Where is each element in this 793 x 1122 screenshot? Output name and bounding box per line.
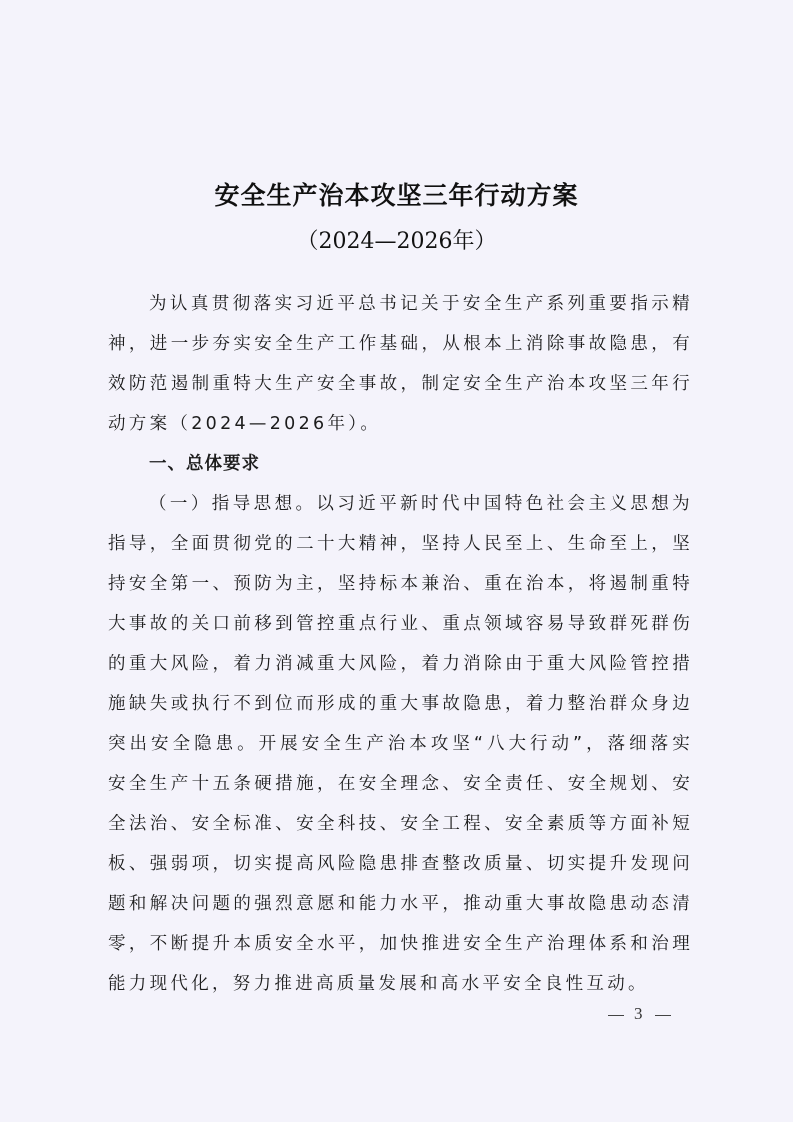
document-body <box>108 284 693 1004</box>
dash-right <box>655 1015 671 1016</box>
page-number-value: 3 <box>634 1004 645 1023</box>
intro-paragraph: 为认真贯彻落实习近平总书记关于安全生产系列重要指示精神，进一步夯实安全生产工作基础，从根本上消除事故隐患，有效防范遏制重特大生产安全事故，制定安全生产治本攻坚三年行动方案（2024—2026年）。 <box>108 294 693 434</box>
section-heading: 一、总体要求 <box>149 454 260 474</box>
page-number <box>598 1004 681 1024</box>
guiding-principle-paragraph: （一）指导思想。以习近平新时代中国特色社会主义思想为指导，全面贯彻党的二十大精神，坚持人民至上、生命至上，坚持安全第一、预防为主，坚持标本兼治、重在治本，将遏制重特大事故的关口前移到管控重点行业、重点领域容易导致群死群伤的重大风险，着力消减重大风险，着力消除由于重大风险管控措施缺失或执行不到位而形成的重大事故隐患，着力整治群众身边突出安全隐患。开展安全生产治本攻坚“八大行动”，落细落实安全生产十五条硬措施，在安全理念、安全责任、安全规划、安全法治、安全标准、安全科技、安全工程、安全素质等方面补短板、强弱项，切实提高风险隐患排查整改质量、切实提升发现问题和解决问题的强烈意愿和能力水平，推动重大事故隐患动态清零，不断提升本质安全水平，加快推进安全生产治理体系和治理能力现代化，努力推进高质量发展和高水平安全良性互动。 <box>108 494 693 994</box>
document-subtitle: （2024—2026年） <box>296 229 497 254</box>
document-title: 安全生产治本攻坚三年行动方案 <box>214 181 579 210</box>
dash-left <box>608 1015 624 1016</box>
